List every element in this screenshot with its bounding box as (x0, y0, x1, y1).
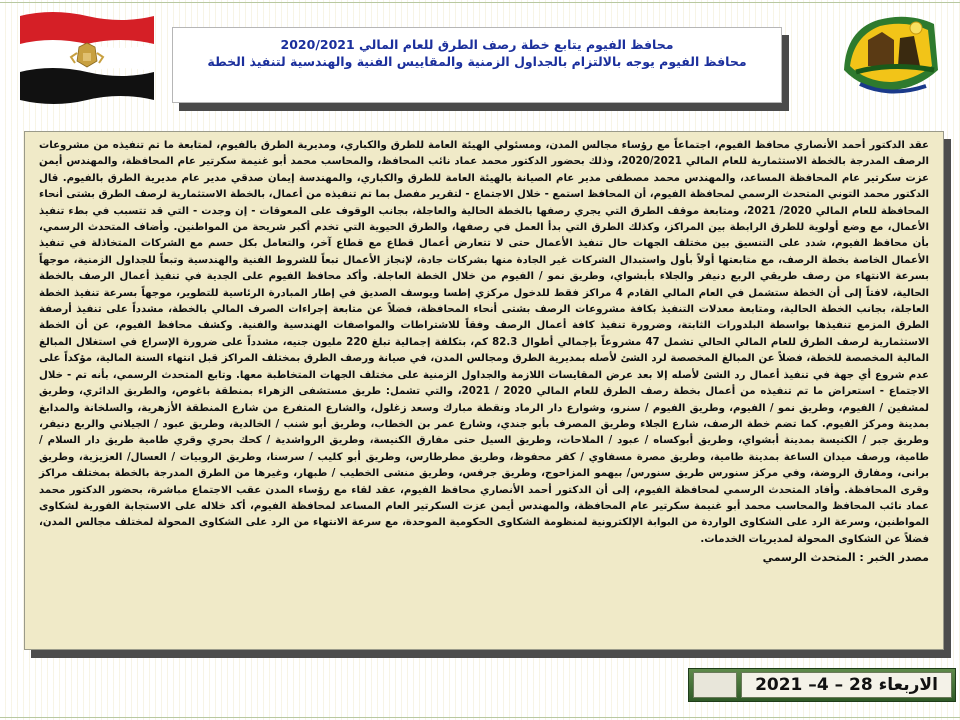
date-bar-tab (693, 672, 737, 698)
top-border-line (0, 2, 960, 3)
bottom-border-line (0, 717, 960, 718)
fayoum-governorate-logo (838, 10, 948, 105)
publish-date: الاربعاء 28 – 4– 2021 (741, 672, 952, 698)
headline-title: محافظ الفيوم يتابع خطة رصف الطرق للعام المالي 2020/2021 (280, 37, 674, 52)
article-source: مصدر الخبر : المتحدث الرسمي (762, 551, 929, 565)
article-panel (24, 131, 944, 650)
article-body: عقد الدكتور أحمد الأنصاري محافظ الفيوم، اجتماعاً مع رؤساء مجالس المدن، ومسئولي الهيئة العامة للطرق والكباري، ومديرية الطرق بالفيوم، لمتابعة ما تم تنفيذه من مشروعات الرصف المدرجة بالخطة الاستثمارية للعام المالي 2020/2021، وذلك بحضور الدكتور محمد عماد نائب المحافظ، والمحاسب محمد أبو غنيمة سكرتير عام المحافظة، والمهندس أيمن عزت سكرتير عام المحافظة المساعد، والمهندس محمد مصطفى مدير عام الصيانة بالهيئة العامة للطرق والكباري، والمهندسة إيمان صدقي مدير عام مديرية الطرق بالفيوم. قال الدكتور محمد التوني المتحدث الرسمي لمحافظة الفيوم، أن المحافظ استمع - خلال الاجتماع - لتقرير مفصل بما تم تنفيذه من أعمال، بالخطة الاستثمارية لرصف الطرق بشتى أنحاء المحافظة للعام المالي 2020/ 2021، ومتابعة موقف الطرق التي يجري رصفها بالخطة الحالية والعاجلة، بجانب الوقوف على المعوقات - إن وجدت - التي قد تتسبب في بطء تنفيذ الأعمال، مع وضع أولوية للطرق الرابطة بين المراكز، وكذلك الطرق التي بدأ العمل في رصفها، والطرق الحيوية التي تخدم أكبر شريحة من المواطنين. وأضاف المتحدث الرسمي، بأن محافظ الفيوم، شدد على التنسيق بين مختلف الجهات حال تنفيذ الأعمال حتى لا تتعارض أعمال قطاع مع قطاع آخر، والتعامل بكل حسم مع الشركات المتخاذلة في تنفيذ الأعمال الخاصة بخطة الرصف، مع متابعتها أولاً بأول واستبدال الشركات غير الجادة منها بشركات جادة، لإنجاز الأعمال تبعاً للشروط الفنية والهندسية وتبعاً للجداول الزمنية، موجهاً بسرعة الانتهاء من رصف طريقي الربع دنيفر والجلاء بأبشواي، وطريق نمو / الفيوم من خلال الخطة العاجلة. وأكد محافظ الفيوم على الجدية في تنفيذ أعمال الرصف بالخطة الحالية، لافتاً إلى أن الخطة ستشمل في العام المالي القادم 4 مراكز فقط للدخول مركزي إطسا ويوسف الصديق في إطار المبادرة الرئاسية للتطوير، موجهاً بسرعة تنفيذ الخطة العاجلة، بجانب الخطة الحالية، ومتابعة معدلات التنفيذ بكافة مشروعات الرصف بشتى أنحاء المحافظة، فضلاً عن متابعة إجراءات الصرف المالي بالخطة، مشدداً على تنفيذ أرصفة الطرق المزمع تنفيذها بواسطة البلدورات الثابتة، وضرورة تنفيذ كافة أعمال الرصف وفقاً للاشتراطات والمواصفات الهندسية والفنية. وكشف محافظ الفيوم، عن أن الخطة الاستثمارية لرصف الطرق للعام المالي الحالي تشمل 47 مشروعاً بإجمالي أطوال 82.3 كم، بتكلفة إجمالية تبلغ 220 مليون جنيه، مشدداً على ضرورة الإسراع في استغلال المبالغ المالية المخصصة للخطة، فضلاً عن المبالغ المخصصة لرد الشئ لأصله بمديرية الطرق ومجالس المدن، في صيانة ورصف الطرق بمختلف المراكز قبل انتهاء السنة المالية، مؤكداً على عدم شروع أي جهة في تنفيذ أعمال رد الشئ لأصله إلا بعد عرض المقايسات اللازمة والجداول الزمنية على مختلف الجهات المتخاطبة معها. وتابع المتحدث الرسمي، بأنه تم - خلال الاجتماع - استعراض ما تم تنفيذه من أعمال بخطة رصف الطرق للعام المالي 2020 / 2021، والتي تشمل: طريق مستشفى الزهراء بمنطقة باغوص، والطريق الدائري، وطريق لمشفين / الفيوم، وطريق نمو / الفيوم، وطريق الفيوم / سنرو، وشوارع دار الرماد ونقطة مبارك وسعد زغلول، والشارع المتفرع من شارع المنطقة الأزهرية، والسلخانة والمدابغ بمدينة ومركز الفيوم. كما تضم خطة الرصف، شارع الجلاء وطريق المصرف بأبو جندي، وشارع عمر بن الخطاب، وطريق أبو شنب / الخالدية، وطريق عبود / الجيلاني والربع دنيفر، وطريق جبر / الكنيسة بمدينة أبشواي، وطريق أبوكساه / عبود / الملاحات، وطريق السيل حتى مفارق الكنيسة، وطريق الرواشدية / كحك بحري وقري طامية طريق دار السلام / طامية، ورصف ميدان الساعة بمدينة طامية، وطريق مصرة مسفاوي / كفر محفوظ، وطريق مطرطارس، وطريق أبو كليب / سرسنا، وطريق الروبيات / العسال/ العزيزية، وطريق برانى، ومفارق الروضة، وفي مركز سنورس طريق سنورس/ بيهمو المزاحوج، وطريق جرفس، وطريق منشى الخطيب / طبهار، وغيرها من الطرق المدرجة بالخطة بمختلف مراكز وقرى المحافظة. وأفاد المتحدث الرسمي لمحافظة الفيوم، إلى أن الدكتور أحمد الأنصاري محافظ الفيوم، عقد لقاء مع رؤساء المدن عقب الاجتماع مباشرة، بحضور الدكتور محمد عماد نائب المحافظ والمحاسب محمد أبو غنيمة سكرتير عام المحافظة، والمهندس أيمن عزت السكرتير العام المساعد لمحافظة الفيوم، أكد خلاله على الاستجابة الفورية لشكاوى المواطنين، وسرعة الرد على الشكاوى الواردة من البوابة الإلكترونية لمنظومة الشكاوى الحكومية الموحدة، مع سرعة الانتهاء من الرد على الشكاوى المحولة لمختلف مجالس المدن، فضلاً عن الشكاوى المحولة لمديريات الخدمات. (39, 140, 930, 545)
headline-subtitle: محافظ الفيوم يوجه بالالتزام بالجداول الزمنية والمقاييس الفنية والهندسية لتنفيذ الخطة (207, 54, 747, 69)
egypt-flag-icon (12, 6, 162, 106)
date-bar (688, 668, 956, 702)
headline-box (172, 27, 782, 103)
